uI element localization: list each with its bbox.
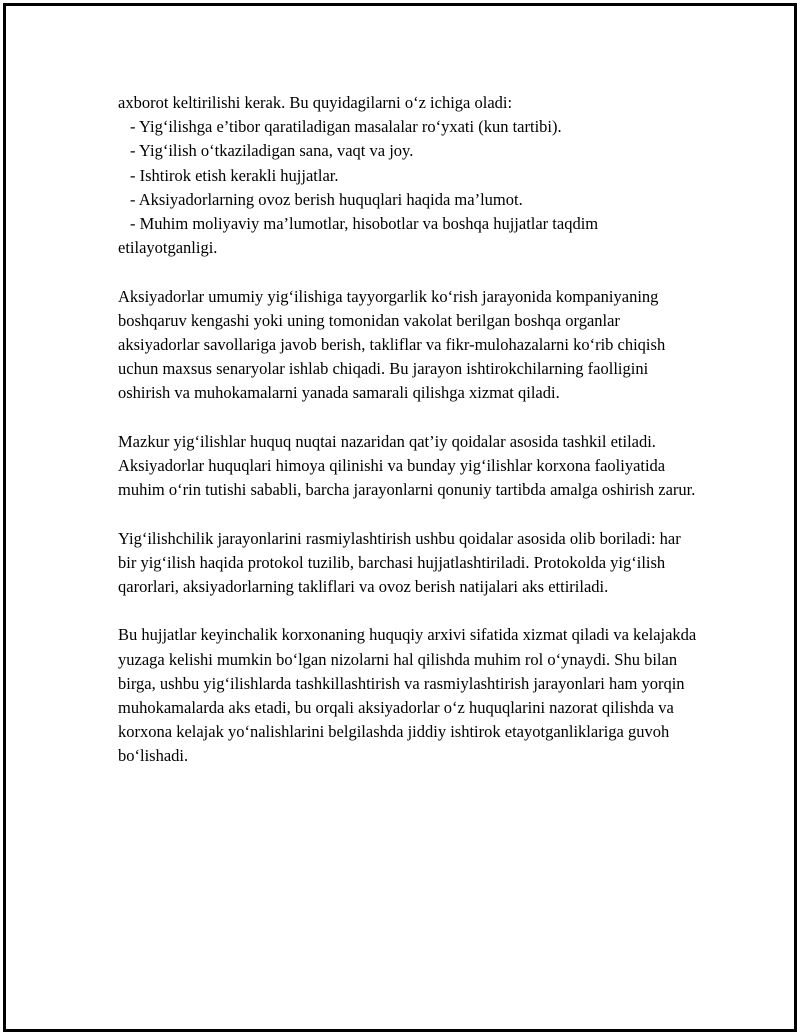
paragraph-legal-basis: Mazkur yig‘ilishlar huquq nuqtai nazaridan qat’iy qoidalar asosida tashkil etiladi. Aksiyadorlar huquqlari himoya qilinishi va bunday yig‘ilishlar korxona faoliyatida muhim o‘rin tutishi sababli, barcha jarayonlarni qonuniy tartibda amalga oshirish zarur.	[118, 431, 696, 500]
paragraph-archive: Bu hujjatlar keyinchalik korxonaning huquqiy arxivi sifatida xizmat qiladi va kelajakda yuzaga kelishi mumkin bo‘lgan nizolarni hal qilishda muhim rol o‘ynaydi. Shu bilan birga, ushbu yig‘ilishlarda tashkillashtirish va rasmiylashtirish jarayonlari ham yorqin muhokamalarda aks etadi, bu orqali aksiyadorlar o‘z huquqlarini nazorat qilishda va korxona kelajak yo‘nalishlarini belgilashda jiddiy ishtirok etayotganliklariga guvoh bo‘lishadi.	[118, 625, 697, 766]
paragraph-protocol: Yig‘ilishchilik jarayonlarini rasmiylashtirish ushbu qoidalar asosida olib boriladi: har bir yig‘ilish haqida protokol tuzilib, barchasi hujjatlashtiriladi. Protokolda yig‘ilish qarorlari, aksiyadorlarning takliflari va ovoz berish natijalari aks ettiriladi.	[118, 528, 681, 597]
list-item: - Ishtirok etish kerakli hujjatlar.	[130, 165, 339, 185]
paragraph-preparation: Aksiyadorlar umumiy yig‘ilishiga tayyorgarlik ko‘rish jarayonida kompaniyaning boshqaruv kengashi yoki uning tomonidan vakolat berilgan boshqa organlar aksiyadorlar savollariga javob berish, takliflar va fikr-mulohazalarni ko‘rib chiqish uchun maxsus senaryolar ishlab chiqadi. Bu jarayon ishtirokchilarning faolligini oshirish va muhokamalarni yanada samarali qilishga xizmat qiladi.	[118, 286, 666, 403]
list-item: - Yig‘ilish o‘tkaziladigan sana, vaqt va joy.	[130, 141, 414, 161]
intro-lead: axborot keltirilishi kerak. Bu quyidagilarni o‘z ichiga oladi:	[118, 93, 513, 112]
list-item: - Aksiyadorlarning ovoz berish huquqlari haqida ma’lumot.	[130, 189, 523, 209]
list-item-continuation: etilayotganligi.	[118, 238, 218, 258]
intro-paragraph	[118, 91, 698, 260]
document-body	[118, 91, 698, 769]
list-item: - Muhim moliyaviy ma’lumotlar, hisobotlar va boshqa hujjatlar taqdim	[130, 214, 599, 234]
list-item: - Yig‘ilishga e’tibor qaratiladigan masalalar ro‘yxati (kun tartibi).	[130, 117, 562, 137]
